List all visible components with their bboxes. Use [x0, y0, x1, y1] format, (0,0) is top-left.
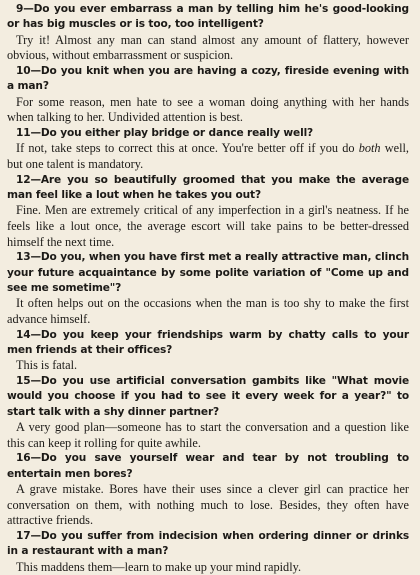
quiz-item-11: [7, 126, 409, 173]
question-9: 9—Do you ever embarrass a man by telling him he's good-looking or has big muscles or is too, too intelligent?: [7, 3, 409, 31]
question-12: 12—Are you so beautifully groomed that you make the average man feel like a lout when he takes you out?: [7, 173, 409, 201]
quiz-item-12: [7, 173, 409, 251]
question-15: 15—Do you use artificial conversation gambits like "What movie would you choose if you had to see it every week for a year?" to start talk with a shy dinner partner?: [7, 375, 409, 418]
answer-11: [7, 141, 409, 172]
quiz-item-16: [7, 451, 409, 529]
answer-15: A very good plan—someone has to start the conversation and a question like this can keep it rolling for quite awhile.: [7, 420, 409, 450]
answer-9: Try it! Almost any man can stand almost any amount of flattery, however obvious, without embarrassment or suspicion.: [7, 32, 409, 63]
answer-11-text-start: If not, take steps to correct this at once. You're better off if you do: [16, 141, 359, 156]
quiz-item-9: [7, 2, 409, 64]
question-16: 16—Do you save yourself wear and tear by not troubling to entertain men bores?: [7, 452, 409, 480]
question-10: 10—Do you knit when you are having a cozy, fireside evening with a man?: [7, 65, 409, 93]
answer-11-emphasis: both: [358, 141, 381, 156]
answer-17: This maddens them—learn to make up your mind rapidly.: [16, 559, 302, 574]
quiz-item-17: [7, 529, 409, 575]
quiz-item-14: [7, 328, 409, 374]
answer-12: Fine. Men are extremely critical of any imperfection in a girl's neatness. If he feels like a lout once, the average escort will take pains to be better-dressed himself the next time.: [7, 203, 409, 249]
quiz-item-13: [7, 250, 409, 327]
question-11: 11—Do you either play bridge or dance really well?: [16, 127, 314, 139]
question-13: 13—Do you, when you have first met a really attractive man, clinch your future acquaintance by some polite variation of "Come up and see me sometime"?: [7, 251, 409, 294]
quiz-item-10: [7, 64, 409, 126]
answer-14: This is fatal.: [16, 358, 78, 373]
answer-16: A grave mistake. Bores have their uses since a clever girl can practice her conversation on them, with nothing much to lose. Besides, they often have attractive friends.: [7, 482, 409, 528]
quiz-item-15: [7, 374, 409, 451]
question-17: 17—Do you suffer from indecision when ordering dinner or drinks in a restaurant with a man?: [7, 530, 409, 558]
answer-11-text-end: well, but one talent is mandatory.: [7, 141, 409, 171]
answer-13: It often helps out on the occasions when the man is too shy to make the first advance himself.: [7, 296, 409, 326]
question-14: 14—Do you keep your friendships warm by chatty calls to your men friends at their offices?: [7, 328, 409, 356]
answer-10: For some reason, men hate to see a woman doing anything with her hands when talking to her. Undivided attention is best.: [7, 94, 409, 125]
